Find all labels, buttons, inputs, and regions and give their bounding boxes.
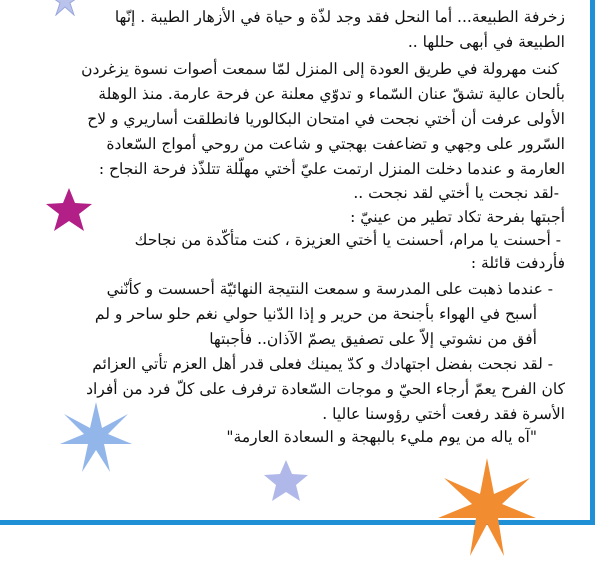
text-line: أفق من نشوتي إلاّ على تصفيق يصمّ الآذان.. فأجبتها xyxy=(209,330,537,348)
text-line: بألحان عالية تشقّ عنان السّماء و تدوّي معلنة عن فرحة عارمة. منذ الوهلة xyxy=(98,85,565,103)
text-line: زخرفة الطبيعة... أما النحل فقد وجد لذّة و حياة في الأزهار الطيبة . إنّها xyxy=(114,8,565,26)
document-body xyxy=(40,0,565,525)
text-line: فأردفت قائلة : xyxy=(470,254,565,272)
text-line: العارمة و عندما دخلت المنزل ارتمت عليّ أختي مهلّلة تتلذّذ فرحة النجاح : xyxy=(98,160,565,178)
text-line: - أحسنت يا مرام، أحسنت يا أختي العزيزة ، كنت متأكّدة من نجاحك xyxy=(134,231,561,249)
text-line: الأسرة فقد رفعت أختي رؤوسنا عاليا . xyxy=(322,405,565,423)
text-line: -لقد نجحت يا أختي لقد نجحت .. xyxy=(353,184,559,202)
text-line: أسبح في الهواء بأجنحة من حرير و إذا الدّنيا حولي نغم حلو ساحر و لم xyxy=(94,305,537,323)
text-line: "آه ياله من يوم مليء بالبهجة و السعادة العارمة" xyxy=(226,428,537,446)
text-line: - لقد نجحت بفضل اجتهادك و كدّ يمينك فعلى قدر أهل العزم تأتي العزائم xyxy=(92,355,553,373)
text-line: كان الفرح يعمّ أرجاء الحيّ و موجات السّعادة ترفرف على كلّ فرد من أفراد xyxy=(86,380,565,398)
text-line: الأولى عرفت أن أختي نجحت في امتحان البكالوريا فانطلقت أساريري و لاح xyxy=(87,110,565,128)
text-line: الطبيعة في أبهى حللها .. xyxy=(407,33,565,51)
text-line: السّرور على وجهي و تضاعفت بهجتي و شاعت من روحي أمواج السّعادة xyxy=(106,135,565,153)
text-line: - عندما ذهبت على المدرسة و سمعت النتيجة النهائيّة أحسست و كأنّني xyxy=(106,280,553,298)
text-line: كنت مهرولة في طريق العودة إلى المنزل لمّا سمعت أصوات نسوة يزغردن xyxy=(81,60,559,78)
text-line: أجبتها بفرحة تكاد تطير من عينيّ : xyxy=(350,208,565,226)
